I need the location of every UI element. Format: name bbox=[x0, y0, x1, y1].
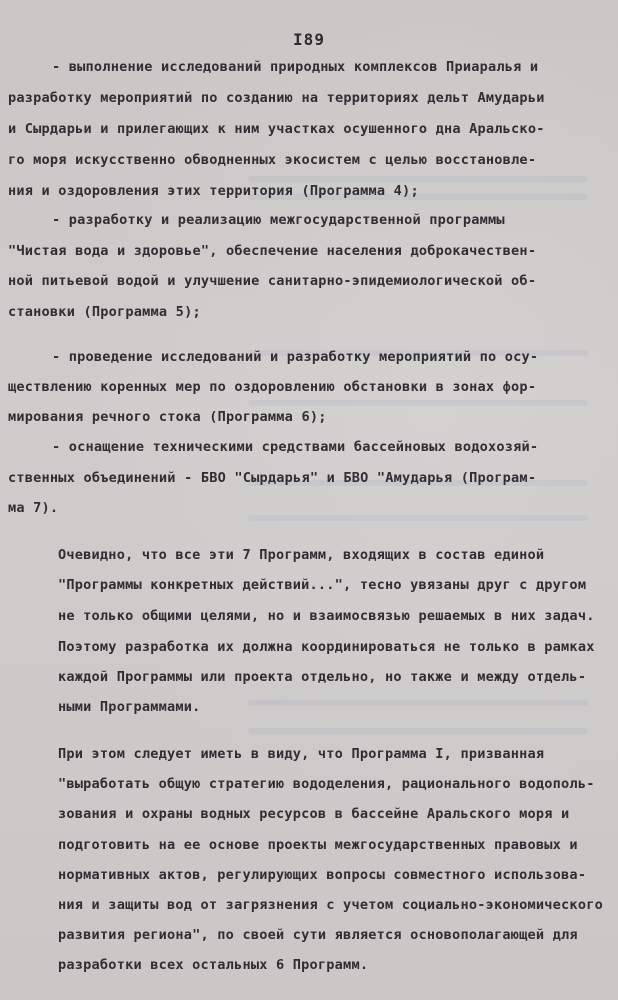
text-line: го моря искусственно обводненных экосистем с целью восстановле- bbox=[8, 152, 537, 168]
text-line: ния и защиты вод от загрязнения с учетом социально-экономического bbox=[58, 897, 603, 913]
text-line: не только общими целями, но и взаимосвязью решаемых в них задач. bbox=[58, 608, 595, 624]
text-line: - проведение исследований и разработку мероприятий по осу- bbox=[52, 349, 539, 365]
text-line: разработки всех остальных 6 Программ. bbox=[58, 957, 369, 973]
text-line: и Сырдарьи и прилегающих к ним участках осушенного дна Аральско- bbox=[8, 121, 545, 137]
text-line: При этом следует иметь в виду, что Программа I, призванная bbox=[58, 746, 545, 762]
text-line: ной питьевой водой и улучшение санитарно-эпидемиологической об- bbox=[8, 273, 537, 289]
text-line: разработку мероприятий по созданию на территориях дельт Амударьи bbox=[8, 90, 545, 106]
text-line: "Программы конкретных действий...", тесно увязаны друг с другом bbox=[58, 577, 587, 593]
text-line: каждой Программы или проекта отдельно, но также и между отдель- bbox=[58, 669, 587, 685]
text-line: "Чистая вода и здоровье", обеспечение населения доброкачествен- bbox=[8, 243, 537, 259]
text-line: - выполнение исследований природных комплексов Приаралья и bbox=[52, 59, 539, 75]
text-line: ственных объединений - БВО "Сырдарья" и БВО "Амударья (Програм- bbox=[8, 470, 537, 486]
text-line: мирования речного стока (Программа 6); bbox=[8, 409, 327, 425]
text-line: Очевидно, что все эти 7 Программ, входящих в состав единой bbox=[58, 547, 545, 563]
text-line: - разработку и реализацию межгосударственной программы bbox=[52, 212, 505, 228]
text-line: ными Программами. bbox=[58, 699, 201, 715]
text-line: нормативных актов, регулирующих вопросы совместного использова- bbox=[58, 867, 587, 883]
page-number: I89 bbox=[293, 30, 325, 49]
text-line: ма 7). bbox=[8, 500, 59, 516]
text-line: "выработать общую стратегию вододеления, рационального водополь- bbox=[58, 776, 595, 792]
text-line: ществлению коренных мер по оздоровлению обстановки в зонах фор- bbox=[8, 379, 537, 395]
text-line: - оснащение техническими средствами бассейновых водохозяй- bbox=[52, 439, 539, 455]
bleed-through-mark bbox=[248, 700, 588, 706]
text-line: зования и охраны водных ресурсов в бассейне Аральского моря и bbox=[58, 806, 570, 822]
bleed-through-mark bbox=[248, 728, 588, 734]
bleed-through-mark bbox=[248, 400, 588, 406]
text-line: подготовить на ее основе проекты межгосударственных правовых и bbox=[58, 837, 578, 853]
text-line: развития региона", по своей сути является основополагающей для bbox=[58, 927, 578, 943]
text-line: Поэтому разработка их должна координироваться не только в рамках bbox=[58, 639, 595, 655]
bleed-through-mark bbox=[248, 515, 588, 521]
text-line: становки (Программа 5); bbox=[8, 304, 201, 320]
text-line: ния и оздоровления этих территория (Программа 4); bbox=[8, 183, 419, 199]
